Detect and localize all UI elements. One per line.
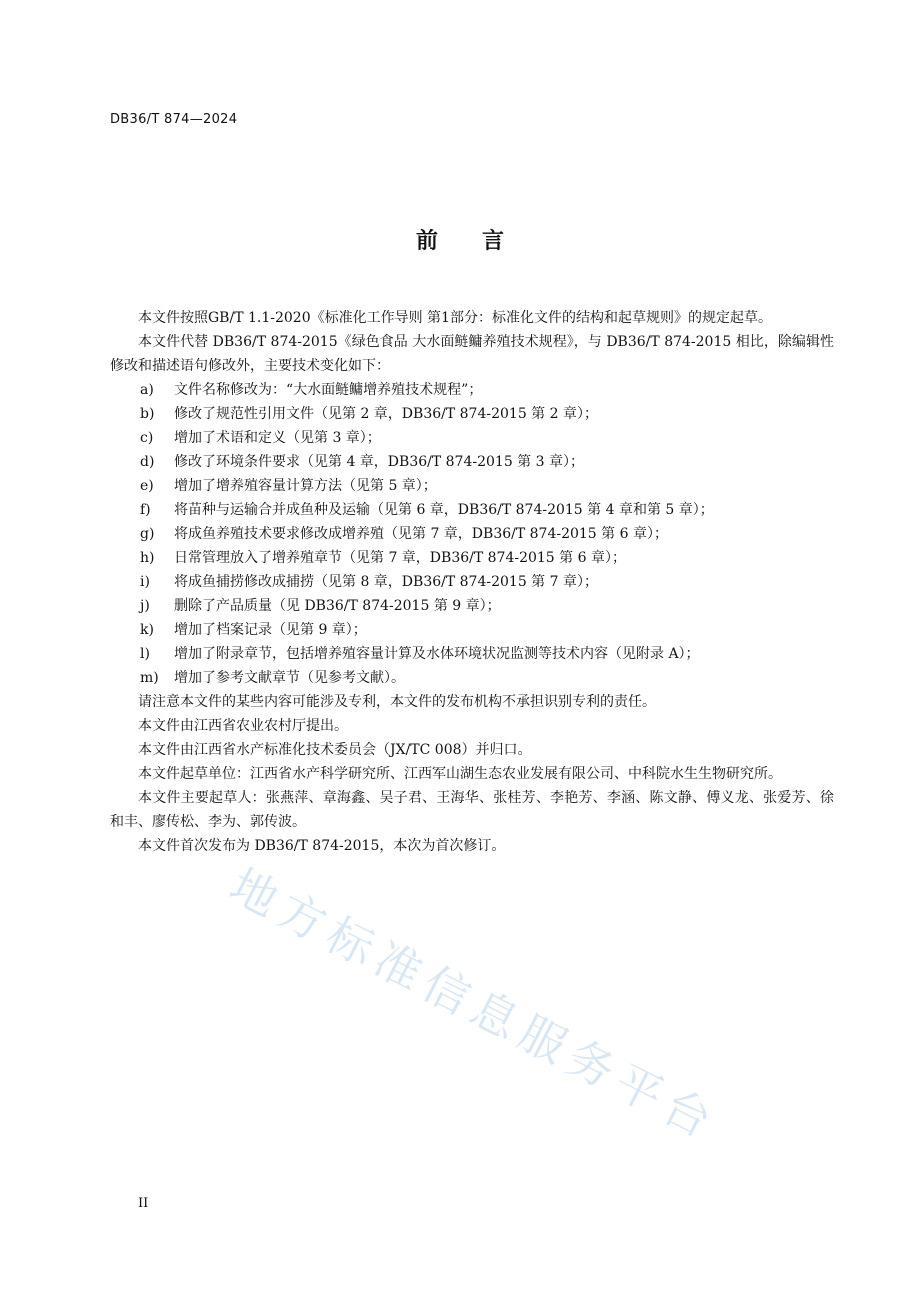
list-item-label: d)	[140, 454, 155, 470]
paragraph: 本文件首次发布为 DB36/T 874-2015，本次为首次修订。	[138, 838, 506, 854]
list-item	[110, 378, 834, 402]
paragraph: 本文件代替 DB36/T 874-2015《绿色食品 大水面鲢鳙养殖技术规程》，与 DB36/T 874-2015 相比，除编辑性修改和描述语句修改外，主要技术变化如下：	[110, 334, 834, 374]
list-item	[110, 402, 834, 426]
paragraph: 本文件起草单位：江西省水产科学研究所、江西军山湖生态农业发展有限公司、中科院水生生物研究所。	[138, 766, 782, 782]
list-item	[110, 594, 834, 618]
list-item-text: 将成鱼捕捞修改成捕捞（见第 8 章，DB36/T 874-2015 第 7 章）；	[174, 574, 598, 590]
list-item-label: a)	[140, 382, 154, 398]
list-item-label: j)	[140, 598, 150, 614]
paragraph: 本文件由江西省农业农村厅提出。	[138, 718, 348, 734]
list-item-label: c)	[140, 430, 154, 446]
list-item-label: b)	[140, 406, 155, 422]
list-item	[110, 498, 834, 522]
list-item-text: 增加了增养殖容量计算方法（见第 5 章）；	[174, 478, 437, 494]
list-item-text: 删除了产品质量（见 DB36/T 874-2015 第 9 章）；	[174, 598, 501, 614]
list-item-label: k)	[140, 622, 154, 638]
list-item	[110, 666, 834, 690]
list-item	[110, 570, 834, 594]
paragraph: 本文件主要起草人：张燕萍、章海鑫、吴子君、王海华、张桂芳、李艳芳、李涵、陈文静、傅义龙、张爱芳、徐和丰、廖传松、李为、郭传波。	[110, 790, 834, 830]
paragraph: 请注意本文件的某些内容可能涉及专利，本文件的发布机构不承担识别专利的责任。	[138, 694, 656, 710]
list-item-label: m)	[140, 670, 159, 686]
list-item-label: h)	[140, 550, 155, 566]
list-item	[110, 474, 834, 498]
list-item-text: 增加了档案记录（见第 9 章）；	[174, 622, 367, 638]
list-item-text: 增加了术语和定义（见第 3 章）；	[174, 430, 381, 446]
list-item-label: i)	[140, 574, 150, 590]
title-char-2: 言	[482, 229, 505, 254]
list-item	[110, 618, 834, 642]
watermark: 地方标准信息服务平台	[221, 858, 728, 1152]
list-item-label: e)	[140, 478, 154, 494]
list-item	[110, 642, 834, 666]
list-item-text: 增加了附录章节，包括增养殖容量计算及水体环境状况监测等技术内容（见附录 A）；	[174, 646, 700, 662]
title-char-1: 前	[415, 229, 438, 254]
list-item	[110, 426, 834, 450]
document-code: DB36/T 874—2024	[110, 112, 238, 127]
list-item-text: 将成鱼养殖技术要求修改成增养殖（见第 7 章，DB36/T 874-2015 第 6 章）；	[174, 526, 668, 542]
list-item-text: 日常管理放入了增养殖章节（见第 7 章，DB36/T 874-2015 第 6 章）；	[174, 550, 626, 566]
paragraph: 本文件按照GB/T 1.1-2020《标准化工作导则 第1部分：标准化文件的结构和起草规则》的规定起草。	[138, 310, 772, 326]
list-item-label: g)	[140, 526, 155, 542]
list-item	[110, 546, 834, 570]
list-item	[110, 450, 834, 474]
changes-list	[110, 378, 834, 690]
list-item-text: 增加了参考文献章节（见参考文献）。	[174, 670, 405, 686]
page-title	[0, 224, 920, 255]
foreword-body	[110, 306, 834, 858]
list-item-text: 文件名称修改为：“大水面鲢鳙增养殖技术规程”；	[174, 382, 483, 398]
list-item-text: 修改了规范性引用文件（见第 2 章，DB36/T 874-2015 第 2 章）；	[174, 406, 598, 422]
paragraph: 本文件由江西省水产标准化技术委员会（JX/TC 008）并归口。	[138, 742, 532, 758]
list-item-label: f)	[140, 502, 151, 518]
list-item	[110, 522, 834, 546]
list-item-label: l)	[140, 646, 150, 662]
page-number: II	[138, 1196, 149, 1211]
list-item-text: 将苗种与运输合并成鱼种及运输（见第 6 章，DB36/T 874-2015 第 4 章和第 5 章）；	[174, 502, 714, 518]
list-item-text: 修改了环境条件要求（见第 4 章，DB36/T 874-2015 第 3 章）；	[174, 454, 584, 470]
